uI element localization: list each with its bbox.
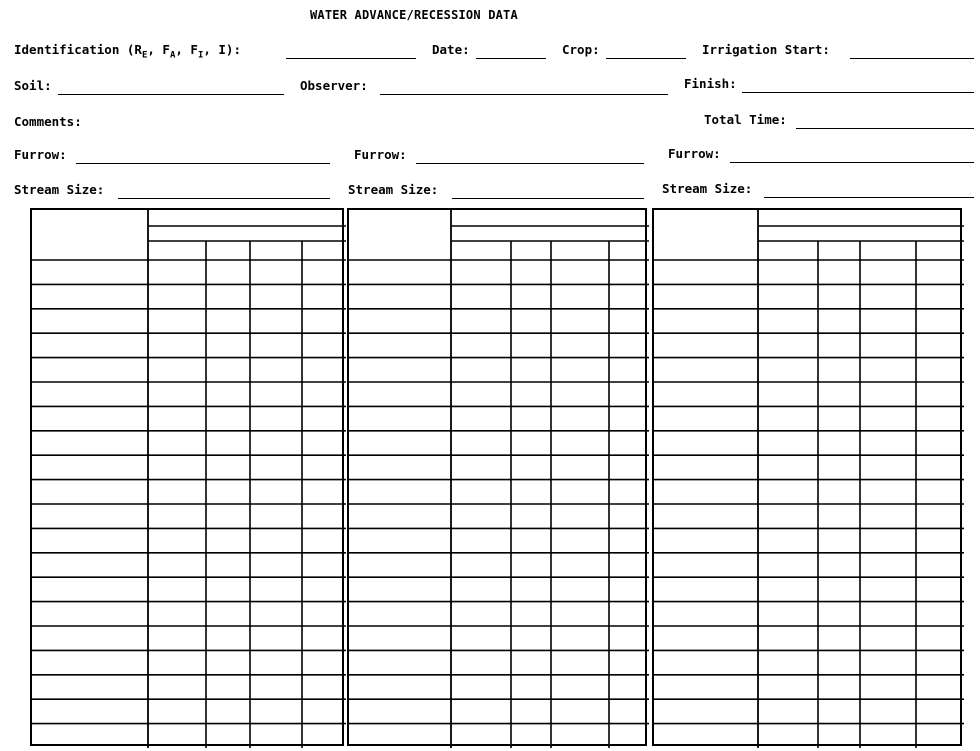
identification-label: Identification ($R_E$, $F_A$, $F_I$, I):: [14, 42, 241, 61]
stream-size-field-2[interactable]: [452, 198, 644, 199]
total-time-field[interactable]: [796, 128, 974, 129]
irrigation-start-label: Irrigation Start:: [702, 42, 830, 57]
data-table-1: [30, 208, 344, 746]
observer-label: Observer:: [300, 78, 368, 93]
stream-size-label-3: Stream Size:: [662, 181, 753, 196]
crop-label: Crop:: [562, 42, 600, 57]
data-table-3: [652, 208, 962, 746]
furrow-label-1: Furrow:: [14, 147, 67, 162]
date-label: Date:: [432, 42, 470, 57]
irrigation-start-field[interactable]: [850, 58, 974, 59]
furrow-field-2[interactable]: [416, 163, 644, 164]
crop-field[interactable]: [606, 58, 686, 59]
form-title: WATER ADVANCE/RECESSION DATA: [310, 8, 518, 22]
finish-label: Finish:: [684, 76, 737, 91]
stream-size-label-1: Stream Size:: [14, 182, 105, 197]
stream-size-field-1[interactable]: [118, 198, 330, 199]
soil-field[interactable]: [58, 94, 284, 95]
table-grid-1: [32, 210, 346, 748]
stream-size-field-3[interactable]: [764, 197, 974, 198]
soil-label: Soil:: [14, 78, 52, 93]
stream-size-label-2: Stream Size:: [348, 182, 439, 197]
data-table-2: [347, 208, 647, 746]
furrow-field-1[interactable]: [76, 163, 330, 164]
furrow-label-2: Furrow:: [354, 147, 407, 162]
finish-field[interactable]: [742, 92, 974, 93]
comments-label: Comments:: [14, 114, 82, 129]
identification-field[interactable]: [286, 58, 416, 59]
table-grid-2: [349, 210, 649, 748]
furrow-field-3[interactable]: [730, 162, 974, 163]
total-time-label: Total Time:: [704, 112, 787, 127]
observer-field[interactable]: [380, 94, 668, 95]
furrow-label-3: Furrow:: [668, 146, 721, 161]
date-field[interactable]: [476, 58, 546, 59]
table-grid-3: [654, 210, 964, 748]
